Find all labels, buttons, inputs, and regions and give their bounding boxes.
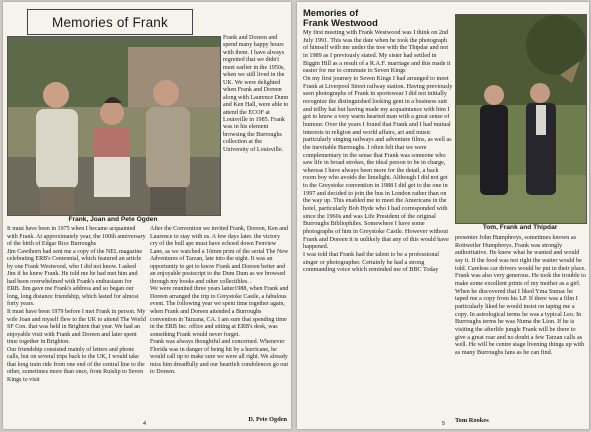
heading-line: Frank Westwood — [303, 17, 378, 28]
paragraph: I was told that Frank had the talent to be a professional singer or photographer. Certainly he had a strong commanding voice which reminded me of BBC Today — [303, 251, 439, 274]
paragraph: presenter John Humphreys, sometimes known as Rottweiler Humphreys. Frank was strongly authoritative. He knew what he wanted and would say it. If the food was not right the waiter would be told. Careless car drivers would be put in their place. Frank was also very generous. He took the trouble to make some excellent prints of my mother as a girl. When he discovered that I liked Yma Sumac he taped me a copy from his LP. If there was a film I particularly liked he would insist on taping me a copy. In astrological terms he was a typical Leo. In Burroughs terms he was Numa the Lion. If he is visiting the afterlife jungle Frank will be there to give a great roar and no doubt a few Tarzan calls as well. He will be centre stage livening things up with as many Burroughs fans as he can find. — [455, 234, 586, 356]
page-heading — [303, 8, 453, 28]
paragraph: Frank was always thoughtful and concerned. Whenever Florida was in danger of being hit by a hurricane, he would call up to make sure we were all right. We already miss him dreadfully and our heartfelt condolences go out to Doreen. — [150, 339, 289, 376]
paragraph: It must have been in 1975 when I became acquainted with Frank. At approximately year, the 100th anniversary of the birth of Edgar Rice Burroughs — [7, 226, 146, 248]
left-column-2 — [150, 226, 289, 377]
photo-tom-frank-thipdar — [455, 14, 587, 224]
author-signature: Tom Rookes — [455, 417, 489, 424]
paragraph: My first meeting with Frank Westwood was I think on 2nd July 1991. This was the date when he took the photograph of himself with me under the tree with the Thipdar and not in 1989 as I previously stated. My sister had settled in Biggin Hill as a result of a R.A.F. marriage and this made it easier for me to commute to Seven Kings — [303, 29, 451, 75]
side-text: Frank and Doreen and spend many happy hours with them. I have always regretted that we didn't meet earlier in the 1950s, when we still lived in the UK. We were delighted when Frank and Doreen along with Laurence Dunn and Ken Hall, were able to attend the ECOF at Louisville in 1985. Frank was in his element browsing the Burroughs collection at the University of Louisville. — [223, 35, 289, 153]
photo-caption: Frank, Joan and Pete Ogden — [68, 216, 158, 223]
photo-caption: Tom, Frank and Thipdar — [482, 224, 558, 231]
group-photo-image — [8, 37, 220, 215]
paragraph: On my first journey to Seven Kings I had arranged to meet Frank at Liverpool Street railway station. Having previously seen photographs of Frank in sportswear I did not initially recognize the distinguished looking gent in a business suit and trilby hat but having made my acquaintance with him I got to know a very warm hearted man with a great sense of humour. Over the years I found that Frank and I had mutual interests in religion and world affairs, art and music particularly singing railways and adventure films, as well as the inevitable Burroughs. I often felt that we were complementary in the sense that Frank was someone who saw life in broad strokes, the ideal person to be in charge, whereas I have always been more for the detail, a back room boy who avoids the limelight. Although I did not get to the Greystoke convention in 1988 I did get to the one in 1997 and decided to join the bus in London rather than on the way up. This enabled me to meet the Americans in the hotel, particularly Bob Hyde who I had corresponded with since the 1960s and was Life President of the original Burroughs Bibliophiles. Somewhere I have some photographs of him in Greystoke Castle. However without Frank and Doreen it is unlikely that any of this would have happened. — [303, 74, 453, 251]
author-signature: D. Pete Ogden — [248, 416, 287, 423]
left-page — [3, 2, 291, 429]
page-number: 5 — [442, 421, 446, 427]
paragraph: It must have been 1979 before I met Frank in person. My wife Joan and myself flew to the UK to attend The World SF Con. that was held in Brighton that year. We had an enjoyable visit with Frank and Doreen and later spent time together in Brighton. — [7, 309, 146, 346]
page-number: 4 — [143, 421, 147, 427]
heading-line: Memories of — [303, 7, 359, 18]
garden-photo-image — [456, 15, 586, 223]
paragraph: After the Convention we invited Frank, Doreen, Ken and Laurence to stay with us. A few days later. the victory cry of the bull ape must have echoed down Fenview Lane, as we watched a 16mm print of the serial The New Adventures of Tarzan, late into the night. It was an opportunity to get to know Frank and Doreen better and an enjoyable postscript to the Dum Dum as we browsed through my books and other collectibles. . — [150, 226, 289, 285]
right-column-2 — [455, 234, 587, 357]
page-title: Memories of Frank — [27, 9, 193, 35]
paragraph: Our friendship consisted mainly of letters and phone calls, but on several trips back to the UK, I would take that long train ride from one end of the central line to the other, sometimes more than once, from Ruislip to Seven Kings to visit — [7, 346, 145, 383]
right-column-1 — [303, 29, 453, 274]
photo-frank-joan-pete — [7, 36, 221, 216]
paragraph: We were reunited three years latter1988, when Frank and Doreen arranged the trip to Greystoke Castle, a fabulous event. The following year we spent time together again, when Frank and Doreen attended a Burroughs convention in Tarzana, CA. I am sure that spending time in the ERB Inc. office and sitting at ERB's desk, was something Frank would never forget. — [150, 286, 289, 338]
left-column-1 — [7, 226, 146, 384]
paragraph: Jim Cawthorn had sent me a copy of the NEL magazine celebrating ERB's Centennial, which featured an article by one Frank Westwood, who I did not know. I asked Jim if he knew Frank. He told me he had met him and had been overwhelmed with Frank's enthusiasm for ERB. Jim gave me Frank's address and so began our long, long distance friendship, which lasted for almost forty years. — [7, 248, 143, 308]
right-page — [297, 2, 589, 429]
